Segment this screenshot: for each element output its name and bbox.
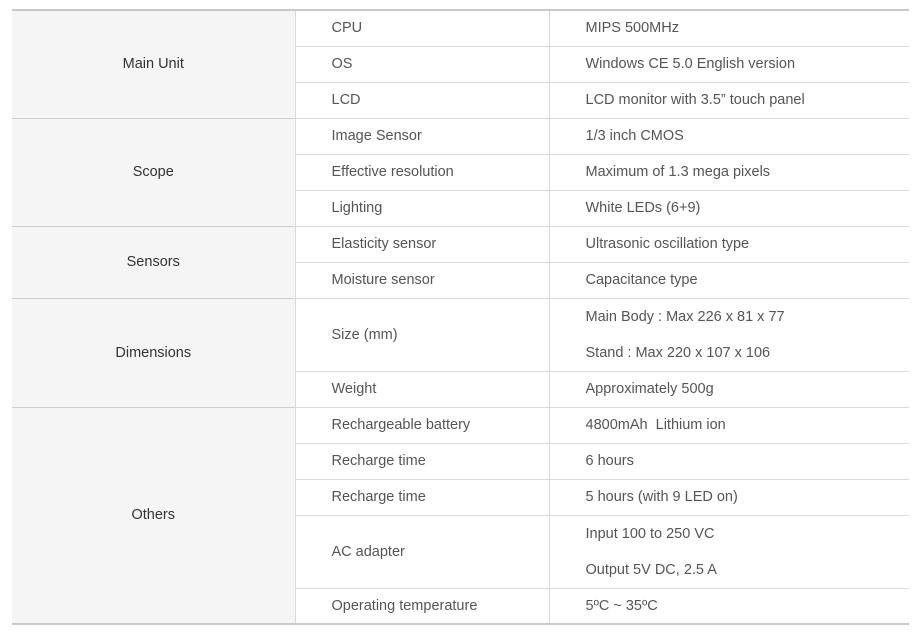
spec-item: Recharge time (295, 479, 549, 515)
spec-table (12, 9, 909, 625)
spec-item: CPU (295, 10, 549, 46)
spec-item: Weight (295, 371, 549, 407)
spec-value-line: Stand : Max 220 x 107 x 106 (585, 344, 771, 361)
spec-value: White LEDs (6+9) (549, 190, 909, 226)
spec-item: Rechargeable battery (295, 407, 549, 443)
spec-value: Ultrasonic oscillation type (549, 226, 909, 262)
spec-value-multiline (549, 298, 909, 371)
spec-item: Image Sensor (295, 118, 549, 154)
spec-item: Size (mm) (295, 298, 549, 371)
table-row (12, 226, 909, 262)
spec-item: Effective resolution (295, 154, 549, 190)
spec-item: Moisture sensor (295, 262, 549, 298)
spec-value: Approximately 500g (549, 371, 909, 407)
spec-value: Maximum of 1.3 mega pixels (549, 154, 909, 190)
spec-value-line: Input 100 to 250 VC (585, 525, 715, 542)
table-row (12, 298, 909, 371)
category-others: Others (12, 407, 295, 624)
spec-value-line: Output 5V DC, 2.5 A (585, 561, 717, 578)
spec-value: 5ºC ~ 35ºC (549, 588, 909, 624)
spec-value-multiline (549, 515, 909, 588)
spec-value: 1/3 inch CMOS (549, 118, 909, 154)
category-dimensions: Dimensions (12, 298, 295, 407)
category-scope: Scope (12, 118, 295, 226)
spec-item: LCD (295, 82, 549, 118)
spec-value: Capacitance type (549, 262, 909, 298)
spec-item: AC adapter (295, 515, 549, 588)
spec-value: LCD monitor with 3.5” touch panel (549, 82, 909, 118)
table-row (12, 118, 909, 154)
spec-value: MIPS 500MHz (585, 20, 679, 37)
spec-value: 4800mAh Lithium ion (549, 407, 909, 443)
spec-value: 5 hours (with 9 LED on) (549, 479, 909, 515)
category-main-unit: Main Unit (12, 10, 295, 118)
spec-item: Elasticity sensor (295, 226, 549, 262)
spec-value: 6 hours (549, 443, 909, 479)
spec-value: Windows CE 5.0 English version (549, 46, 909, 82)
table-row (12, 10, 909, 46)
spec-item: Operating temperature (295, 588, 549, 624)
table-row (12, 407, 909, 443)
spec-value-line: Main Body : Max 226 x 81 x 77 (585, 308, 785, 325)
spec-item: Lighting (295, 190, 549, 226)
spec-item: OS (295, 46, 549, 82)
category-sensors: Sensors (12, 226, 295, 298)
spec-item: Recharge time (295, 443, 549, 479)
